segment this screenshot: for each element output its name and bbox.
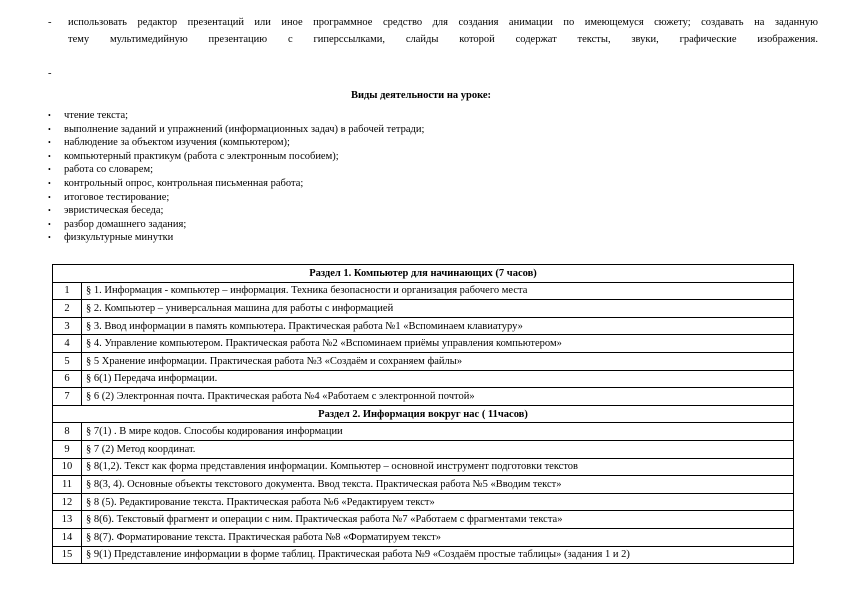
lesson-number: 2: [53, 300, 82, 318]
lesson-row: [53, 546, 794, 564]
lesson-number: 10: [53, 458, 82, 476]
activity-text: эвристическая беседа;: [64, 205, 164, 217]
lesson-number: 7: [53, 388, 82, 406]
lesson-topic: § 8(1,2). Текст как форма представления информации. Компьютер – основной инструмент подготовки текстов: [82, 458, 794, 476]
lesson-row: [53, 511, 794, 529]
lesson-number: 12: [53, 493, 82, 511]
section-row: [53, 265, 794, 283]
lesson-row: [53, 440, 794, 458]
activity-item: [48, 177, 424, 191]
lesson-topic: § 5 Хранение информации. Практическая работа №3 «Создаём и сохраняем файлы»: [82, 352, 794, 370]
activity-item: [48, 163, 424, 177]
lesson-topic: § 8(7). Форматирование текста. Практическая работа №8 «Форматируем текст»: [82, 528, 794, 546]
bullet-icon: •: [48, 138, 51, 148]
lesson-topic: § 9(1) Представление информации в форме таблиц. Практическая работа №9 «Создаём простые таблицы» (задания 1 и 2): [82, 546, 794, 564]
section-title: Раздел 2. Информация вокруг нас ( 11часов): [53, 405, 794, 423]
intro-line-1: использовать редактор презентаций или иное программное средство для создания анимации по имеющемуся сюжету; создавать на заданную: [68, 17, 818, 28]
activities-heading: Виды деятельности на уроке:: [350, 90, 492, 101]
bullet-icon: •: [48, 206, 51, 216]
lesson-topic: § 7(1) . В мире кодов. Способы кодирования информации: [82, 423, 794, 441]
activity-text: контрольный опрос, контрольная письменная работа;: [64, 177, 304, 189]
activity-text: наблюдение за объектом изучения (компьютером);: [64, 137, 290, 149]
bullet-icon: •: [48, 219, 51, 229]
lesson-row: [53, 528, 794, 546]
bullet-icon: •: [48, 178, 51, 188]
lesson-row: [53, 370, 794, 388]
lesson-topic: § 3. Ввод информации в память компьютера. Практическая работа №1 «Вспоминаем клавиатуру»: [82, 317, 794, 335]
bullet-icon: •: [48, 111, 51, 120]
activity-item: [48, 109, 424, 123]
list-dash: -: [48, 17, 52, 28]
lesson-row: [53, 476, 794, 494]
lesson-row: [53, 388, 794, 406]
lesson-topic: § 6(1) Передача информации.: [82, 370, 794, 388]
activity-item: [48, 231, 424, 245]
lesson-number: 9: [53, 440, 82, 458]
lesson-topic: § 4. Управление компьютером. Практическая работа №2 «Вспоминаем приёмы управления компьютером»: [82, 335, 794, 353]
lesson-row: [53, 317, 794, 335]
lesson-topic: § 8(3, 4). Основные объекты текстового документа. Ввод текста. Практическая работа №5 «Вводим текст»: [82, 476, 794, 494]
lesson-row: [53, 282, 794, 300]
lesson-number: 5: [53, 352, 82, 370]
bullet-icon: •: [48, 151, 51, 161]
activity-text: компьютерный практикум (работа с электронным пособием);: [64, 150, 339, 162]
activities-list: [48, 109, 424, 245]
lesson-topic: § 6 (2) Электронная почта. Практическая работа №4 «Работаем с электронной почтой»: [82, 388, 794, 406]
lesson-number: 11: [53, 476, 82, 494]
activity-text: чтение текста;: [64, 110, 129, 121]
lesson-row: [53, 335, 794, 353]
lesson-row: [53, 423, 794, 441]
activity-text: выполнение заданий и упражнений (информационных задач) в рабочей тетради;: [64, 123, 425, 135]
lesson-row: [53, 458, 794, 476]
activity-item: [48, 123, 424, 137]
activity-item: [48, 150, 424, 164]
activity-text: итоговое тестирование;: [64, 191, 170, 203]
lesson-plan-table: [52, 264, 794, 564]
lesson-topic: § 8(6). Текстовый фрагмент и операции с ним. Практическая работа №7 «Работаем с фрагментами текста»: [82, 511, 794, 529]
bullet-icon: •: [48, 124, 51, 134]
lesson-topic: § 1. Информация - компьютер – информация. Техника безопасности и организация рабочего места: [82, 282, 794, 300]
bullet-icon: •: [48, 192, 51, 202]
lesson-topic: § 7 (2) Метод координат.: [82, 440, 794, 458]
activity-text: разбор домашнего задания;: [64, 218, 187, 230]
activity-item: [48, 136, 424, 150]
activity-item: [48, 191, 424, 205]
activity-text: физкультурные минутки: [64, 232, 174, 244]
lesson-row: [53, 493, 794, 511]
intro-line-2: тему мультимедийную презентацию с гиперссылками, слайды которой содержат тексты, звуки, графические изображения.: [68, 34, 818, 45]
empty-list-dash: -: [48, 68, 52, 79]
lesson-number: 13: [53, 511, 82, 529]
activity-item: [48, 218, 424, 232]
lesson-topic: § 8 (5). Редактирование текста. Практическая работа №6 «Редактируем текст»: [82, 493, 794, 511]
section-row: [53, 405, 794, 423]
lesson-number: 1: [53, 282, 82, 300]
lesson-row: [53, 352, 794, 370]
lesson-number: 14: [53, 528, 82, 546]
activity-text: работа со словарем;: [64, 164, 154, 176]
section-title: Раздел 1. Компьютер для начинающих (7 часов): [53, 265, 794, 283]
activity-item: [48, 204, 424, 218]
bullet-icon: •: [48, 233, 51, 243]
lesson-number: 8: [53, 423, 82, 441]
lesson-number: 4: [53, 335, 82, 353]
lesson-number: 6: [53, 370, 82, 388]
intro-paragraph: [48, 14, 818, 48]
lesson-number: 3: [53, 317, 82, 335]
bullet-icon: •: [48, 165, 51, 175]
lesson-topic: § 2. Компьютер – универсальная машина для работы с информацией: [82, 300, 794, 318]
lesson-number: 15: [53, 546, 82, 564]
lesson-row: [53, 300, 794, 318]
